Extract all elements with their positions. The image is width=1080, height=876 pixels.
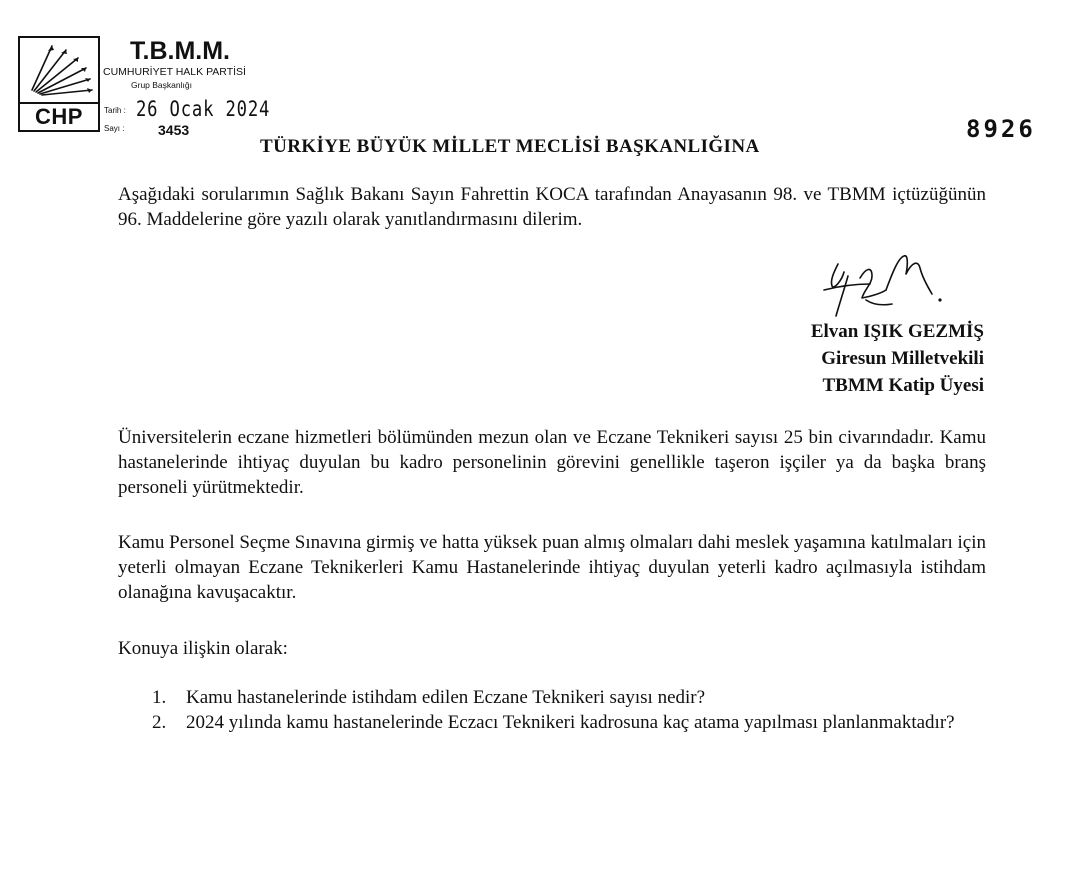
stamp-org: T.B.M.M. [130,37,230,65]
question-intro: Konuya ilişkin olarak: [118,638,288,659]
stamp-number-label: Sayı : [104,124,125,133]
stamp-group: Grup Başkanlığı [131,80,192,90]
stamp-date-label: Tarih : [104,106,126,115]
stamp-party: CUMHURİYET HALK PARTİSİ [103,66,246,78]
signer-title-1: Giresun Milletvekili [821,348,984,369]
signer-name: Elvan IŞIK GEZMİŞ [810,321,984,342]
document-number: 8926 [966,115,1036,143]
question-list [152,685,986,735]
stamp-date-value: 26 Ocak 2024 [136,97,271,121]
body-paragraph: Kamu Personel Seçme Sınavına girmiş ve hatta yüksek puan almış olmaları dahi meslek yaşamına katılmaları için yeterli olmayan Eczane Teknikerleri Kamu Hastanelerinde ihtiyaç duyulan yeterli kadro açılmasıyla istihdam olanağına kavuşacaktır. [118,532,986,603]
chp-six-arrows-icon [22,40,96,98]
chp-abbreviation: CHP [20,102,98,130]
question-item [152,710,986,735]
signer-block [811,318,984,399]
question-text: Kamu hastanelerinde istihdam edilen Eczane Teknikeri sayısı nedir? [186,687,706,708]
stamp-number-value: 3453 [158,122,190,138]
question-item [152,685,986,710]
question-text: 2024 yılında kamu hastanelerinde Eczacı Teknikeri kadrosuna kaç atama yapılması planlanmaktadır? [186,712,955,733]
handwritten-signature [800,250,960,320]
chp-logo-box [18,36,100,132]
document-title: TÜRKİYE BÜYÜK MİLLET MECLİSİ BAŞKANLIĞINA [260,136,760,157]
body-paragraph: Üniversitelerin eczane hizmetleri bölümünden mezun olan ve Eczane Teknikeri sayısı 25 bin civarındadır. Kamu hastanelerinde ihtiyaç duyulan bu kadro personelinin görevini genellikle taşeron işçiler ya da başka branş personeli yürütmektedir. [118,427,986,498]
question-number: 2. [152,712,167,733]
intro-paragraph: Aşağıdaki sorularımın Sağlık Bakanı Sayın Fahrettin KOCA tarafından Anayasanın 98. ve TBMM içtüzüğünün 96. Maddelerine göre yazılı olarak yanıtlandırmasını dilerim. [118,184,986,230]
question-number: 1. [152,687,167,708]
signer-title-2: TBMM Katip Üyesi [822,375,984,396]
